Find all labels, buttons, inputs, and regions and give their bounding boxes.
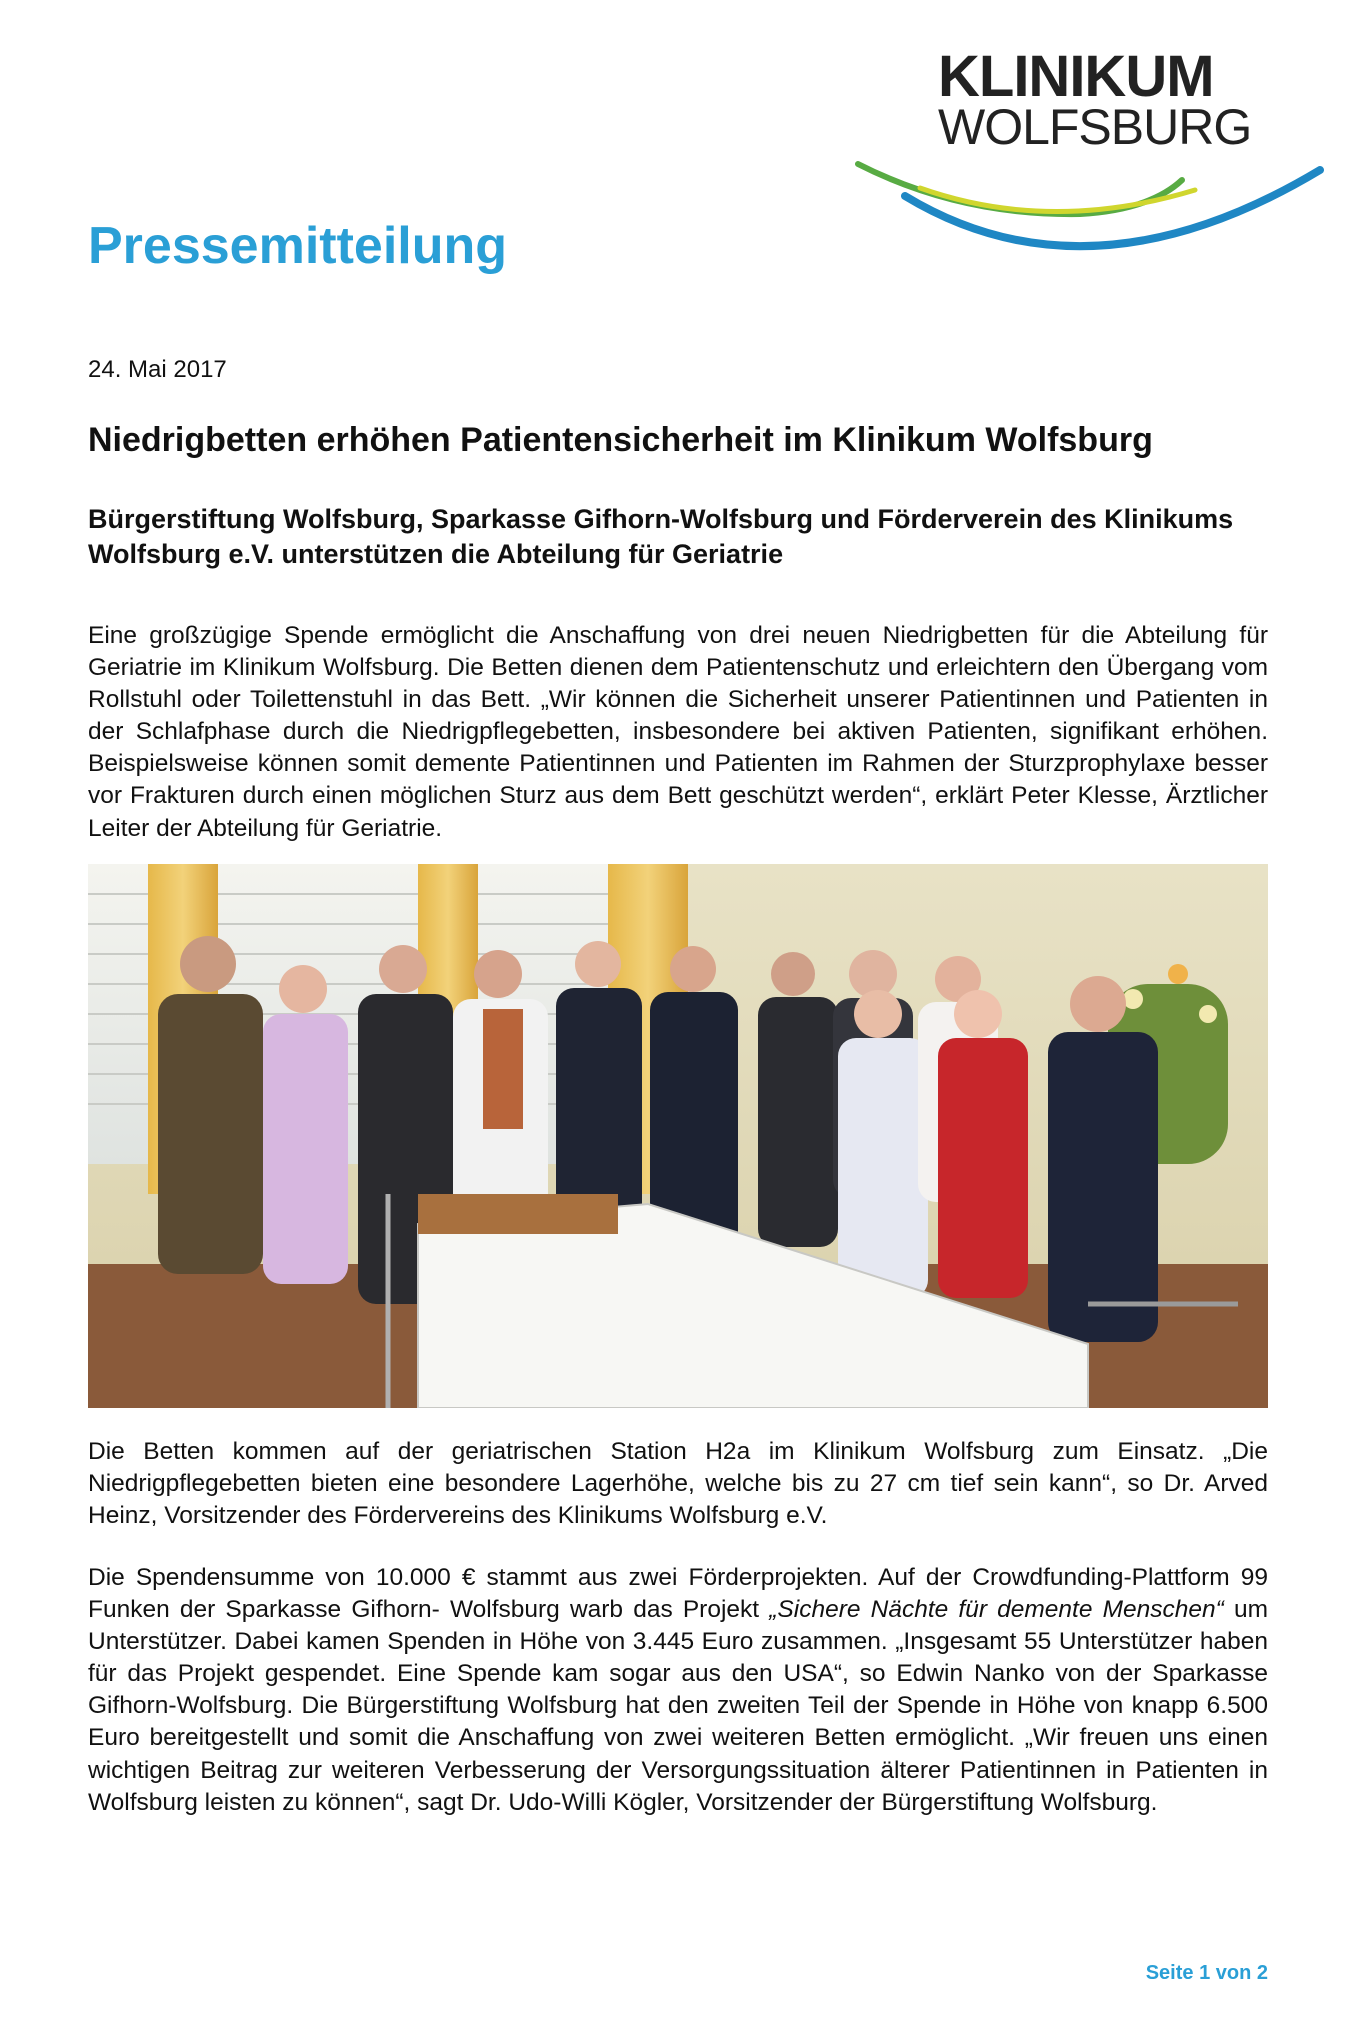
logo-arc-yellow [920, 188, 1195, 212]
body-paragraph-3-part-1: Die Spendensumme von 10.000 € stammt aus zwei Förderprojekten. Auf der Crowdfunding-Plattform 99 Funken der Sparkasse Gifhorn- Wolfsburg warb das Projekt [88, 1564, 1268, 1624]
page-number: Seite 1 von 2 [1145, 1962, 1268, 1984]
release-date: 24. Mai 2017 [88, 356, 227, 383]
headline: Niedrigbetten erhöhen Patientensicherheit im Klinikum Wolfsburg [88, 421, 1153, 459]
body-paragraph-3 [88, 1562, 1268, 1819]
subheadline: Bürgerstiftung Wolfsburg, Sparkasse Gifhorn-Wolfsburg und Förderverein des Klinikums Wolfsburg e.V. unterstützen die Abteilung für Geriatrie [88, 504, 1234, 570]
project-name-italic: „Sichere Nächte für demente Menschen“ [769, 1596, 1224, 1624]
logo-text-klinikum: KLINIKUM [938, 44, 1214, 109]
body-paragraph-1: Eine großzügige Spende ermöglicht die Anschaffung von drei neuen Niedrigbetten für die Abteilung für Geriatrie im Klinikum Wolfsburg. Die Betten dienen dem Patientenschutz und erleichtern den Übergang vom Rollstuhl oder Toilettenstuhl in das Bett. „Wir können die Sicherheit unserer Patientinnen und Patienten in der Schlafphase durch die Niedrigpflegebetten, insbesondere bei aktiven Patienten, signifikant erhöhen. Beispielsweise können somit demente Patientinnen und Patienten im Rahmen der Sturzprophylaxe besser vor Frakturen durch einen möglichen Sturz aus dem Bett geschützt werden“, erklärt Peter Klesse, Ärztlicher Leiter der Abteilung für Geriatrie. [88, 622, 1268, 842]
klinikum-wolfsburg-logo [850, 44, 1330, 263]
body-paragraph-3-part-2: um Unterstützer. Dabei kamen Spenden in Höhe von 3.445 Euro zusammen. „Insgesamt 55 Unterstützer haben für das Projekt gespendet. Eine Spende kam sogar aus den USA“, so Edwin Nanko von der Sparkasse Gifhorn-Wolfsburg. Die Bürgerstiftung Wolfsburg hat den zweiten Teil der Spende in Höhe von knapp 6.500 Euro bereitgestellt und somit die Anschaffung von zwei weiteren Betten ermöglicht. „Wir freuen uns einen wichtigen Beitrag zur weiteren Verbesserung der Versorgungssituation älterer Patientinnen in Patienten in Wolfsburg leisten zu können“, sagt Dr. Udo-Willi Kögler, Vorsitzender der Bürgerstiftung Wolfsburg. [88, 1596, 1269, 1816]
logo-text-wolfsburg: WOLFSBURG [938, 99, 1252, 155]
document-type-title: Pressemitteilung [88, 217, 508, 275]
body-paragraph-2: Die Betten kommen auf der geriatrischen Station H2a im Klinikum Wolfsburg zum Einsatz. „Die Niedrigpflegebetten bieten eine besondere Lagerhöhe, welche bis zu 27 cm tief sein kann“, so Dr. Arved Heinz, Vorsitzender des Fördervereins des Klinikums Wolfsburg e.V. [88, 1438, 1268, 1530]
group-photo [88, 864, 1268, 1408]
group-photo-illustration [88, 864, 1268, 1408]
logo-swoosh-icon [850, 158, 1330, 263]
